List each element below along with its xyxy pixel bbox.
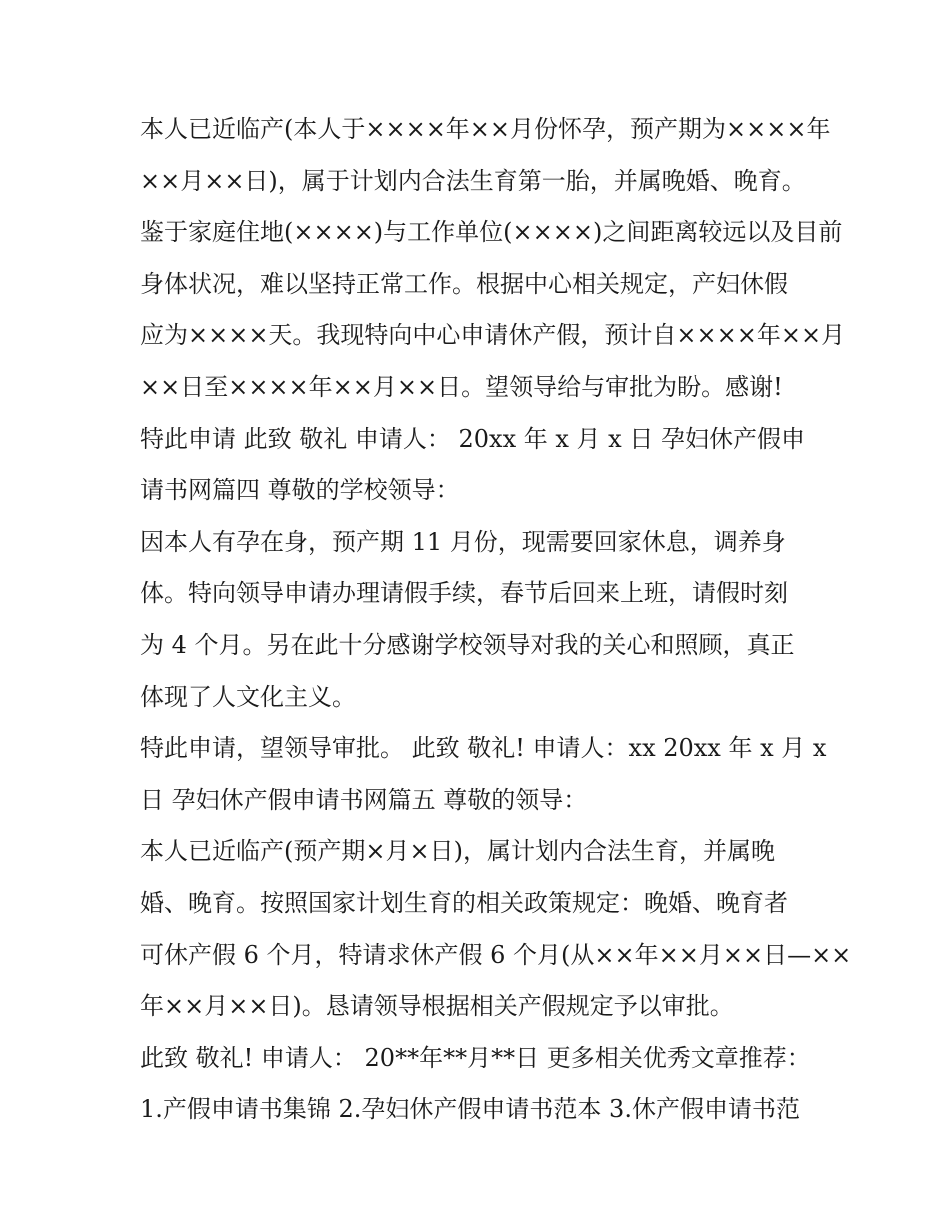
text-line: 体。特向领导申请办理请假手续，春节后回来上班，请假时刻 [140, 579, 788, 608]
text-line: 为 4 个月。另在此十分感谢学校领导对我的关心和照顾，真正 [140, 630, 795, 659]
text-line: 身体状况，难以坚持正常工作。根据中心相关规定，产妇休假 [140, 269, 788, 298]
text-line: 本人已近临产(预产期×月×日)，属计划内合法生育，并属晚 [140, 837, 775, 866]
text-line: 可休产假 6 个月，特请求休产假 6 个月(从××年××月××日—×× [140, 940, 852, 969]
text-line: 体现了人文化主义。 [140, 682, 356, 711]
text-line: 此致 敬礼! 申请人： 20**年**月**日 更多相关优秀文章推荐： [140, 1043, 811, 1072]
text-line: 日 孕妇休产假申请书网篇五 尊敬的领导： [140, 785, 588, 814]
text-line: ××日至××××年××月××日。望领导给与审批为盼。感谢! [140, 372, 783, 401]
text-line: 本人已近临产(本人于××××年××月份怀孕，预产期为××××年 [140, 115, 831, 143]
text-line: 请书网篇四 尊敬的学校领导： [140, 476, 460, 505]
text-line: ××月××日)，属于计划内合法生育第一胎，并属晚婚、晚育。 [140, 166, 806, 195]
text-line: 婚、晚育。按照国家计划生育的相关政策规定：晚婚、晚育者 [140, 888, 788, 917]
text-line: 鉴于家庭住地(××××)与工作单位(××××)之间距离较远以及目前 [140, 218, 843, 247]
text-line: 年××月××日)。恳请领导根据相关产假规定予以审批。 [140, 992, 734, 1021]
text-line: 应为××××天。我现特向中心申请休产假，预计自××××年××月 [140, 321, 846, 350]
text-line: 1.产假申请书集锦 2.孕妇休产假申请书范本 3.休产假申请书范 [140, 1095, 800, 1124]
text-line: 特此申请 此致 敬礼 申请人： 20xx 年 x 月 x 日 孕妇休产假申 [140, 424, 805, 453]
text-line: 因本人有孕在身，预产期 11 月份，现需要回家休息，调养身 [140, 527, 786, 556]
body-text [140, 104, 852, 1136]
text-line: 特此申请，望领导审批。 此致 敬礼! 申请人：xx 20xx 年 x 月 x [140, 734, 827, 763]
